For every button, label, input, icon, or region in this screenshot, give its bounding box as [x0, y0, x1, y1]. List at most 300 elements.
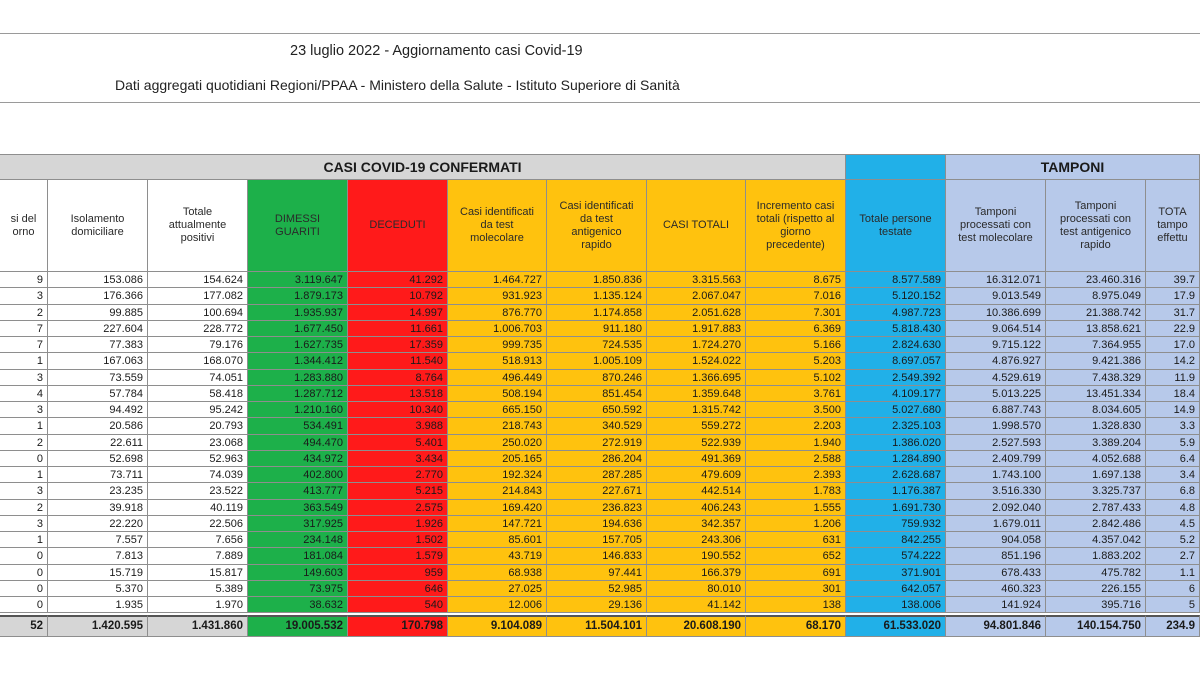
table-cell: 7.889 [148, 548, 248, 564]
totals-cell: 1.431.860 [148, 615, 248, 637]
table-cell: 58.418 [148, 386, 248, 402]
table-cell: 4 [0, 386, 48, 402]
column-header: Casi identificati da test molecolare [448, 180, 547, 272]
table-cell: 287.285 [547, 467, 647, 483]
column-header: Tamponi processati con test molecolare [946, 180, 1046, 272]
totals-cell: 1.420.595 [48, 615, 148, 637]
table-cell: 1.283.880 [248, 370, 348, 386]
table-cell: 2.787.433 [1046, 500, 1146, 516]
table-cell: 227.671 [547, 483, 647, 499]
table-cell: 5.102 [746, 370, 846, 386]
table-cell: 402.800 [248, 467, 348, 483]
table-cell: 52.985 [547, 581, 647, 597]
table-cell: 169.420 [448, 500, 547, 516]
table-cell: 15.817 [148, 565, 248, 581]
table-cell: 2.393 [746, 467, 846, 483]
table-cell: 2.051.628 [647, 305, 746, 321]
table-cell: 205.165 [448, 451, 547, 467]
table-cell: 3.325.737 [1046, 483, 1146, 499]
table-cell: 1.005.109 [547, 353, 647, 369]
table-cell: 5.013.225 [946, 386, 1046, 402]
table-cell: 3.119.647 [248, 272, 348, 288]
table-cell: 74.051 [148, 370, 248, 386]
table-cell: 2.549.392 [846, 370, 946, 386]
table-cell: 8.975.049 [1046, 288, 1146, 304]
table-cell: 1.691.730 [846, 500, 946, 516]
table-cell: 363.549 [248, 500, 348, 516]
table-cell: 1.328.830 [1046, 418, 1146, 434]
totals-cell: 20.608.190 [647, 615, 746, 637]
table-cell: 18.4 [1146, 386, 1200, 402]
table-cell: 146.833 [547, 548, 647, 564]
table-cell: 1.917.883 [647, 321, 746, 337]
table-cell: 73.559 [48, 370, 148, 386]
table-cell: 1 [0, 353, 48, 369]
table-cell: 190.552 [647, 548, 746, 564]
table-cell: 13.518 [348, 386, 448, 402]
table-cell: 1.464.727 [448, 272, 547, 288]
table-cell: 3.516.330 [946, 483, 1046, 499]
table-cell: 3.761 [746, 386, 846, 402]
table-cell: 1.998.570 [946, 418, 1046, 434]
totals-cell: 140.154.750 [1046, 615, 1146, 637]
table-cell: 1.174.858 [547, 305, 647, 321]
table-cell: 691 [746, 565, 846, 581]
table-cell: 2 [0, 305, 48, 321]
table-cell: 406.243 [647, 500, 746, 516]
table-cell: 236.823 [547, 500, 647, 516]
table-cell: 10.792 [348, 288, 448, 304]
table-cell: 39.7 [1146, 272, 1200, 288]
table-cell: 2.628.687 [846, 467, 946, 483]
table-cell: 41.142 [647, 597, 746, 613]
table-cell: 1.679.011 [946, 516, 1046, 532]
table-cell: 1.315.742 [647, 402, 746, 418]
table-cell: 759.932 [846, 516, 946, 532]
table-cell: 1.555 [746, 500, 846, 516]
table-cell: 97.441 [547, 565, 647, 581]
table-cell: 6.8 [1146, 483, 1200, 499]
report-header [0, 33, 1200, 103]
table-cell: 2.203 [746, 418, 846, 434]
table-cell: 2.770 [348, 467, 448, 483]
page-title: 23 luglio 2022 - Aggiornamento casi Covid-19 [290, 43, 583, 59]
page-subtitle: Dati aggregati quotidiani Regioni/PPAA - Ministero della Salute - Istituto Superiore di Sanità [115, 77, 680, 93]
table-cell: 1.926 [348, 516, 448, 532]
table-cell: 100.694 [148, 305, 248, 321]
totals-cell: 170.798 [348, 615, 448, 637]
table-cell: 1.206 [746, 516, 846, 532]
table-cell: 192.324 [448, 467, 547, 483]
table-cell: 518.913 [448, 353, 547, 369]
table-cell: 2.824.630 [846, 337, 946, 353]
table-cell: 43.719 [448, 548, 547, 564]
table-cell: 317.925 [248, 516, 348, 532]
table-cell: 3.434 [348, 451, 448, 467]
table-cell: 7.557 [48, 532, 148, 548]
table-cell: 11.9 [1146, 370, 1200, 386]
table-cell: 631 [746, 532, 846, 548]
table-cell: 234.148 [248, 532, 348, 548]
totals-cell: 68.170 [746, 615, 846, 637]
table-cell: 652 [746, 548, 846, 564]
table-cell: 876.770 [448, 305, 547, 321]
table-cell: 74.039 [148, 467, 248, 483]
column-header: DIMESSI GUARITI [248, 180, 348, 272]
table-cell: 22.611 [48, 435, 148, 451]
column-header: DECEDUTI [348, 180, 448, 272]
table-cell: 5.370 [48, 581, 148, 597]
table-cell: 842.255 [846, 532, 946, 548]
table-cell: 1.627.735 [248, 337, 348, 353]
table-cell: 1.579 [348, 548, 448, 564]
table-cell: 678.433 [946, 565, 1046, 581]
table-cell: 22.220 [48, 516, 148, 532]
table-cell: 301 [746, 581, 846, 597]
table-cell: 214.843 [448, 483, 547, 499]
table-cell: 371.901 [846, 565, 946, 581]
table-cell: 167.063 [48, 353, 148, 369]
table-cell: 5.401 [348, 435, 448, 451]
table-cell: 2 [0, 435, 48, 451]
table-cell: 153.086 [48, 272, 148, 288]
table-cell: 9.715.122 [946, 337, 1046, 353]
table-cell: 4.109.177 [846, 386, 946, 402]
table-cell: 94.492 [48, 402, 148, 418]
table-cell: 4.987.723 [846, 305, 946, 321]
table-cell: 5.215 [348, 483, 448, 499]
table-cell: 7.438.329 [1046, 370, 1146, 386]
table-cell: 17.359 [348, 337, 448, 353]
column-header: Isolamento domiciliare [48, 180, 148, 272]
table-cell: 395.716 [1046, 597, 1146, 613]
table-cell: 5.166 [746, 337, 846, 353]
table-cell: 1.176.387 [846, 483, 946, 499]
table-cell: 0 [0, 597, 48, 613]
table-cell: 5.2 [1146, 532, 1200, 548]
table-cell: 1.879.173 [248, 288, 348, 304]
table-cell: 3.500 [746, 402, 846, 418]
column-header: Incremento casi totali (rispetto al giorno precedente) [746, 180, 846, 272]
table-cell: 11.661 [348, 321, 448, 337]
table-cell: 1.783 [746, 483, 846, 499]
table-cell: 243.306 [647, 532, 746, 548]
table-cell: 5.027.680 [846, 402, 946, 418]
table-cell: 5.9 [1146, 435, 1200, 451]
table-cell: 522.939 [647, 435, 746, 451]
table-cell: 1.883.202 [1046, 548, 1146, 564]
table-cell: 665.150 [448, 402, 547, 418]
table-cell: 3.315.563 [647, 272, 746, 288]
table-cell: 5.389 [148, 581, 248, 597]
table-cell: 13.451.334 [1046, 386, 1146, 402]
table-cell: 6 [1146, 581, 1200, 597]
table-cell: 2.325.103 [846, 418, 946, 434]
table-cell: 540 [348, 597, 448, 613]
table-cell: 9 [0, 272, 48, 288]
table-cell: 22.506 [148, 516, 248, 532]
table-cell: 1.359.648 [647, 386, 746, 402]
table-cell: 1.284.890 [846, 451, 946, 467]
table-cell: 1.743.100 [946, 467, 1046, 483]
table-cell: 999.735 [448, 337, 547, 353]
table-cell: 9.421.386 [1046, 353, 1146, 369]
table-cell: 166.379 [647, 565, 746, 581]
table-cell: 9.013.549 [946, 288, 1046, 304]
table-cell: 559.272 [647, 418, 746, 434]
table-cell: 39.918 [48, 500, 148, 516]
column-header: Tamponi processati con test antigenico rapido [1046, 180, 1146, 272]
table-cell: 1.135.124 [547, 288, 647, 304]
table-cell: 11.540 [348, 353, 448, 369]
table-cell: 95.242 [148, 402, 248, 418]
table-cell: 2.409.799 [946, 451, 1046, 467]
table-cell: 434.972 [248, 451, 348, 467]
table-cell: 1.935 [48, 597, 148, 613]
table-cell: 228.772 [148, 321, 248, 337]
table-cell: 17.0 [1146, 337, 1200, 353]
table-cell: 508.194 [448, 386, 547, 402]
table-cell: 7 [0, 337, 48, 353]
table-cell: 9.064.514 [946, 321, 1046, 337]
table-cell: 1.850.836 [547, 272, 647, 288]
table-cell: 3 [0, 370, 48, 386]
table-cell: 138 [746, 597, 846, 613]
table-cell: 8.675 [746, 272, 846, 288]
table-cell: 40.119 [148, 500, 248, 516]
table-cell: 31.7 [1146, 305, 1200, 321]
table-cell: 286.204 [547, 451, 647, 467]
table-cell: 154.624 [148, 272, 248, 288]
table-cell: 904.058 [946, 532, 1046, 548]
table-cell: 646 [348, 581, 448, 597]
table-cell: 68.938 [448, 565, 547, 581]
table-cell: 4.052.688 [1046, 451, 1146, 467]
totals-cell: 52 [0, 615, 48, 637]
table-cell: 0 [0, 565, 48, 581]
column-header: Totale persone testate [846, 180, 946, 272]
table-cell: 57.784 [48, 386, 148, 402]
table-cell: 1.366.695 [647, 370, 746, 386]
table-cell: 2.067.047 [647, 288, 746, 304]
table-cell: 141.924 [946, 597, 1046, 613]
table-cell: 10.386.699 [946, 305, 1046, 321]
table-cell: 227.604 [48, 321, 148, 337]
table-cell: 52.963 [148, 451, 248, 467]
table-cell: 218.743 [448, 418, 547, 434]
table-cell: 870.246 [547, 370, 647, 386]
table-cell: 2 [0, 500, 48, 516]
table-cell: 41.292 [348, 272, 448, 288]
table-cell: 7.813 [48, 548, 148, 564]
table-cell: 460.323 [946, 581, 1046, 597]
table-cell: 1 [0, 532, 48, 548]
table-cell: 5.818.430 [846, 321, 946, 337]
table-cell: 2.092.040 [946, 500, 1046, 516]
table-cell: 14.2 [1146, 353, 1200, 369]
table-cell: 6.369 [746, 321, 846, 337]
section-band-persone [846, 154, 946, 180]
table-cell: 21.388.742 [1046, 305, 1146, 321]
table-cell: 16.312.071 [946, 272, 1046, 288]
table-cell: 3 [0, 288, 48, 304]
table-cell: 8.577.589 [846, 272, 946, 288]
table-cell: 6.4 [1146, 451, 1200, 467]
table-cell: 2.842.486 [1046, 516, 1146, 532]
table-cell: 4.8 [1146, 500, 1200, 516]
table-cell: 1.344.412 [248, 353, 348, 369]
table-cell: 724.535 [547, 337, 647, 353]
table-cell: 5 [1146, 597, 1200, 613]
table-cell: 959 [348, 565, 448, 581]
column-header: TOTA tampo effettu [1146, 180, 1200, 272]
table-cell: 176.366 [48, 288, 148, 304]
table-cell: 168.070 [148, 353, 248, 369]
table-cell: 13.858.621 [1046, 321, 1146, 337]
totals-cell: 234.9 [1146, 615, 1200, 637]
table-cell: 3.4 [1146, 467, 1200, 483]
column-header: Casi identificati da test antigenico rapido [547, 180, 647, 272]
table-cell: 77.383 [48, 337, 148, 353]
table-cell: 1.006.703 [448, 321, 547, 337]
table-cell: 931.923 [448, 288, 547, 304]
table-cell: 7.016 [746, 288, 846, 304]
totals-cell: 9.104.089 [448, 615, 547, 637]
table-cell: 181.084 [248, 548, 348, 564]
table-cell: 642.057 [846, 581, 946, 597]
table-cell: 4.357.042 [1046, 532, 1146, 548]
table-cell: 496.449 [448, 370, 547, 386]
table-cell: 851.196 [946, 548, 1046, 564]
table-cell: 14.9 [1146, 402, 1200, 418]
table-cell: 22.9 [1146, 321, 1200, 337]
table-cell: 479.609 [647, 467, 746, 483]
table-cell: 0 [0, 548, 48, 564]
table-cell: 851.454 [547, 386, 647, 402]
table-cell: 494.470 [248, 435, 348, 451]
table-cell: 1 [0, 467, 48, 483]
table-cell: 1.1 [1146, 565, 1200, 581]
totals-cell: 61.533.020 [846, 615, 946, 637]
table-cell: 226.155 [1046, 581, 1146, 597]
table-cell: 23.235 [48, 483, 148, 499]
table-cell: 250.020 [448, 435, 547, 451]
totals-cell: 19.005.532 [248, 615, 348, 637]
table-cell: 442.514 [647, 483, 746, 499]
table-cell: 650.592 [547, 402, 647, 418]
table-cell: 177.082 [148, 288, 248, 304]
table-cell: 413.777 [248, 483, 348, 499]
table-cell: 17.9 [1146, 288, 1200, 304]
table-cell: 20.586 [48, 418, 148, 434]
table-cell: 7.656 [148, 532, 248, 548]
table-cell: 147.721 [448, 516, 547, 532]
table-cell: 574.222 [846, 548, 946, 564]
table-cell: 38.632 [248, 597, 348, 613]
table-cell: 15.719 [48, 565, 148, 581]
table-cell: 3 [0, 483, 48, 499]
table-cell: 3 [0, 516, 48, 532]
table-cell: 1.935.937 [248, 305, 348, 321]
table-cell: 80.010 [647, 581, 746, 597]
section-title-tamponi: TAMPONI [946, 154, 1200, 180]
table-cell: 138.006 [846, 597, 946, 613]
table-cell: 157.705 [547, 532, 647, 548]
table-cell: 911.180 [547, 321, 647, 337]
table-cell: 194.636 [547, 516, 647, 532]
table-cell: 3.3 [1146, 418, 1200, 434]
table-cell: 475.782 [1046, 565, 1146, 581]
table-cell: 3 [0, 402, 48, 418]
table-cell: 1 [0, 418, 48, 434]
table-cell: 1.524.022 [647, 353, 746, 369]
table-cell: 1.940 [746, 435, 846, 451]
column-header: si del orno [0, 180, 48, 272]
table-cell: 29.136 [547, 597, 647, 613]
table-cell: 272.919 [547, 435, 647, 451]
table-cell: 0 [0, 451, 48, 467]
table-cell: 342.357 [647, 516, 746, 532]
table-cell: 20.793 [148, 418, 248, 434]
table-cell: 4.529.619 [946, 370, 1046, 386]
table-cell: 73.975 [248, 581, 348, 597]
table-cell: 1.287.712 [248, 386, 348, 402]
table-cell: 149.603 [248, 565, 348, 581]
table-cell: 6.887.743 [946, 402, 1046, 418]
table-cell: 79.176 [148, 337, 248, 353]
table-cell: 5.120.152 [846, 288, 946, 304]
table-cell: 85.601 [448, 532, 547, 548]
table-cell: 3.389.204 [1046, 435, 1146, 451]
table-cell: 4.5 [1146, 516, 1200, 532]
table-cell: 7.301 [746, 305, 846, 321]
table-cell: 491.369 [647, 451, 746, 467]
table-cell: 1.697.138 [1046, 467, 1146, 483]
table-cell: 1.210.160 [248, 402, 348, 418]
table-cell: 1.970 [148, 597, 248, 613]
table-cell: 1.724.270 [647, 337, 746, 353]
table-cell: 23.068 [148, 435, 248, 451]
table-cell: 7.364.955 [1046, 337, 1146, 353]
table-cell: 7 [0, 321, 48, 337]
covid-cases-table [0, 154, 1200, 661]
table-cell: 73.711 [48, 467, 148, 483]
table-cell: 1.502 [348, 532, 448, 548]
table-cell: 5.203 [746, 353, 846, 369]
table-cell: 23.460.316 [1046, 272, 1146, 288]
table-cell: 2.575 [348, 500, 448, 516]
table-cell: 23.522 [148, 483, 248, 499]
table-cell: 0 [0, 581, 48, 597]
column-header: CASI TOTALI [647, 180, 746, 272]
table-cell: 27.025 [448, 581, 547, 597]
table-cell: 99.885 [48, 305, 148, 321]
table-cell: 14.997 [348, 305, 448, 321]
table-cell: 340.529 [547, 418, 647, 434]
totals-cell: 11.504.101 [547, 615, 647, 637]
column-header: Totale attualmente positivi [148, 180, 248, 272]
table-cell: 534.491 [248, 418, 348, 434]
totals-cell: 94.801.846 [946, 615, 1046, 637]
section-title-casi-confermati: CASI COVID-19 CONFERMATI [0, 154, 846, 180]
table-cell: 8.697.057 [846, 353, 946, 369]
table-cell: 1.677.450 [248, 321, 348, 337]
table-cell: 4.876.927 [946, 353, 1046, 369]
table-cell: 52.698 [48, 451, 148, 467]
table-cell: 3.988 [348, 418, 448, 434]
table-cell: 2.7 [1146, 548, 1200, 564]
table-cell: 2.527.593 [946, 435, 1046, 451]
